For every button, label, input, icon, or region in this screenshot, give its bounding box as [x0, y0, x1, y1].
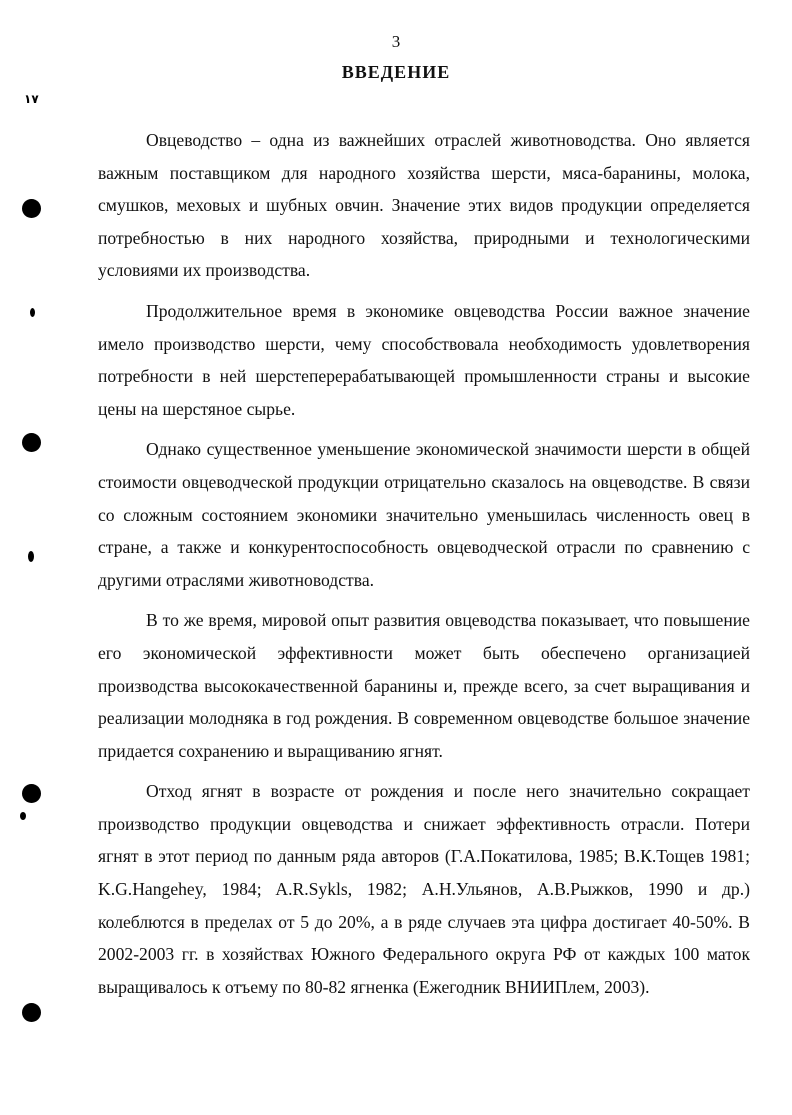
paragraph-3: Однако существенное уменьшение экономической значимости шерсти в общей стоимости овцеводческой продукции отрицательно сказалось на овцеводстве. В связи со сложным состоянием экономики значительно уменьшилась численность овец в стране, а также и конкурентоспособность овцеводческой отрасли по сравнению с другими отраслями животноводства. [98, 439, 750, 590]
margin-speck [20, 812, 26, 820]
page-title: ВВЕДЕНИЕ [341, 62, 451, 82]
margin-speck [28, 551, 34, 562]
margin-speck [30, 308, 35, 317]
body-text [98, 124, 750, 1011]
paragraph-5: Отход ягнят в возрасте от рождения и после него значительно сокращает производство продукции овцеводства и снижает эффективность отрасли. Потери ягнят в этот период по данным ряда авторов (Г.А.Покатилова, 1985; В.К.Тощев 1981; K.G.Hangehey, 1984; A.R.Sykls, 1982; А.Н.Ульянов, А.В.Рыжков, 1990 и др.) колеблются в пределах от 5 до 20%, а в ряде случаев эта цифра достигает 40-50%. В 2002-2003 гг. в хозяйствах Южного Федерального округа РФ от каждых 100 маток выращивалось к отъему по 80-82 ягненка (Ежегодник ВНИИПлем, 2003). [98, 781, 750, 997]
binding-hole-mark [22, 1003, 41, 1022]
paragraph-2: Продолжительное время в экономике овцеводства России важное значение имело производство шерсти, чему способствовала необходимость удовлетворения потребности в ней шерстеперерабатывающей промышленности страны и высокие цены на шерстяное сырье. [98, 300, 750, 419]
binding-hole-mark [22, 433, 41, 452]
margin-mark-glyph: ١٧ [24, 92, 39, 106]
paragraph-4: В то же время, мировой опыт развития овцеводства показывает, что повышение его экономической эффективности может быть обеспечено организацией производства высококачественной баранины и, прежде всего, за счет выращивания и реализации молодняка в год рождения. В современном овцеводстве большое значение придается сохранению и выращиванию ягнят. [98, 610, 750, 761]
paragraph-1: Овцеводство – одна из важнейших отраслей животноводства. Оно является важным поставщиком для народного хозяйства шерсти, мяса-баранины, молока, смушков, меховых и шубных овчин. Значение этих видов продукции определяется потребностью в них народного хозяйства, природными и технологическими условиями их производства. [98, 130, 750, 281]
page-number: 3 [391, 32, 401, 51]
binding-hole-mark [22, 784, 41, 803]
binding-hole-mark [22, 199, 41, 218]
